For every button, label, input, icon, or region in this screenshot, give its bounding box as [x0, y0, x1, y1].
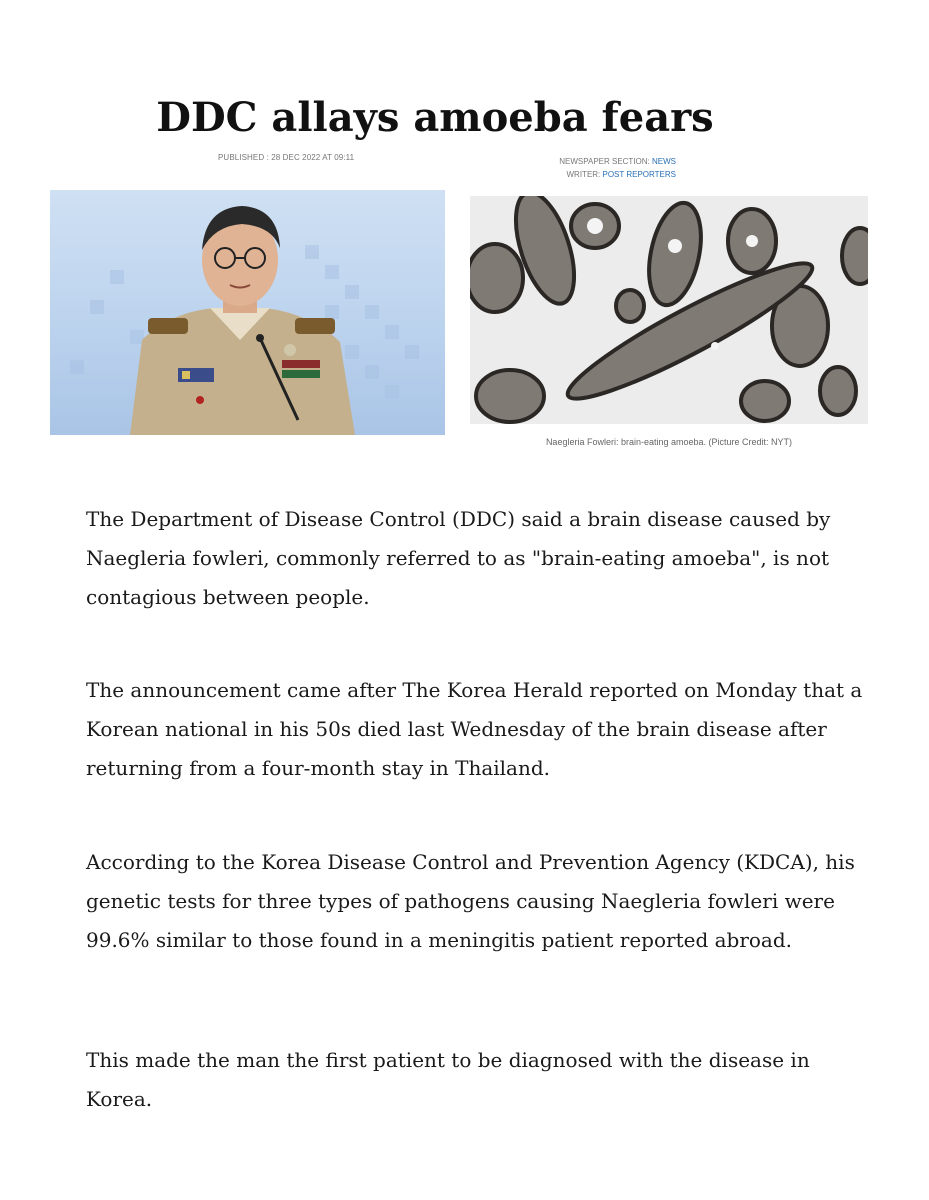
section-label: NEWSPAPER SECTION: [559, 157, 652, 166]
writer-line [559, 168, 676, 181]
article-paragraph-3: According to the Korea Disease Control and Prevention Agency (KDCA), his genetic tests for three types of pathogens causing Naegleria fowleri were 99.6% similar to those found in a meningitis patient reported abroad. [86, 850, 855, 952]
article-paragraph-2: The announcement came after The Korea Herald reported on Monday that a Korean national in his 50s died last Wednesday of the brain disease after returning from a four-month stay in Thailand. [86, 678, 863, 780]
section-link[interactable]: NEWS [652, 157, 676, 166]
article-paragraph-4: This made the man the first patient to be diagnosed with the disease in Korea. [86, 1048, 810, 1111]
photo-caption: Naegleria Fowleri: brain-eating amoeba. (Picture Credit: NYT) [545, 437, 793, 447]
section-line [559, 155, 676, 168]
article-meta [559, 155, 676, 181]
writer-label: WRITER: [566, 170, 603, 179]
official-illustration [50, 190, 445, 435]
article-headline: DDC allays amoeba fears [156, 94, 714, 141]
writer-link[interactable]: POST REPORTERS [602, 170, 676, 179]
amoeba-micrograph [470, 196, 868, 424]
official-photo [50, 190, 445, 435]
published-date: PUBLISHED : 28 DEC 2022 AT 09:11 [218, 153, 355, 162]
amoeba-illustration [470, 196, 868, 424]
article-paragraph-1: The Department of Disease Control (DDC) said a brain disease caused by Naegleria fowleri, commonly referred to as "brain-eating amoeba", is not contagious between people. [86, 507, 831, 609]
